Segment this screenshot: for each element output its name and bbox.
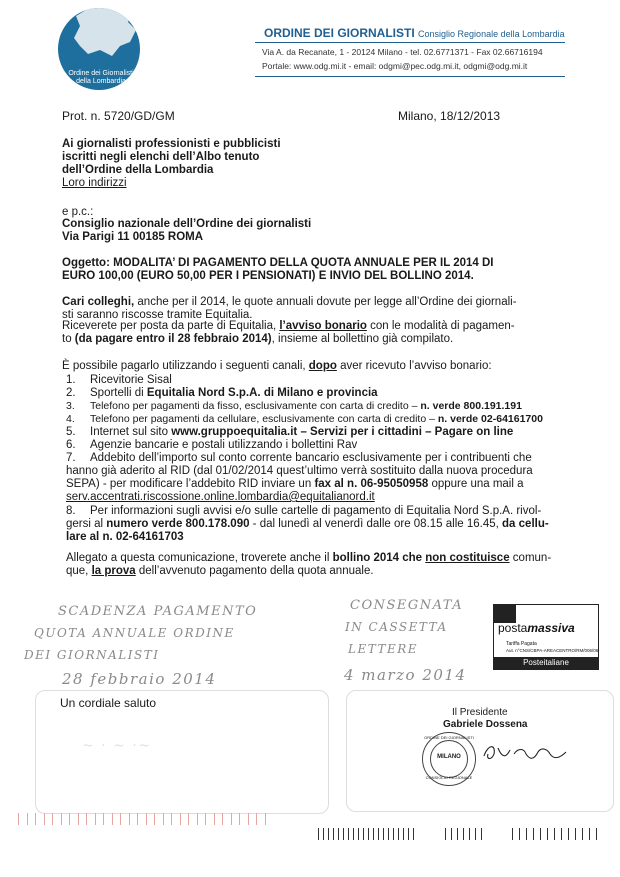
- faint-scribble: ~ · ~ ·~: [82, 738, 152, 754]
- poste-italiane-logo: Posteitaliane: [494, 657, 598, 669]
- org-subtitle: Consiglio Regionale della Lombardia: [418, 29, 565, 39]
- handwriting-left-3: DEI GIORNALISTI: [24, 648, 160, 662]
- recipient-line-2: iscritti negli elenchi dell’Albo tenuto: [62, 151, 260, 163]
- list-item: 5. Internet sul sito www.gruppoequitalia.it – Servizi per i cittadini – Pagare on line: [66, 426, 514, 438]
- handwriting-left-1: SCADENZA PAGAMENTO: [58, 604, 258, 619]
- cc-line-2: Via Parigi 11 00185 ROMA: [62, 231, 204, 243]
- handwriting-right-2: IN CASSETTA: [345, 620, 448, 634]
- logo-text: Ordine dei Giornalisti della Lombardia: [68, 70, 134, 85]
- subject-line-2: EURO 100,00 (EURO 50,00 PER I PENSIONATI) E INVIO DEL BOLLINO 2014.: [62, 270, 474, 282]
- handwriting-left-4: 28 febbraio 2014: [62, 670, 217, 688]
- handwriting-right-4: 4 marzo 2014: [344, 666, 467, 684]
- list-item-cont: SEPA) - per modificare l’addebito RID inviare un fax al n. 06-95050958 oppure una mail a: [66, 478, 524, 490]
- cc-label: e p.c.:: [62, 206, 94, 218]
- sign-title: Il Presidente: [452, 707, 508, 718]
- list-item: 7. Addebito dell’importo sul conto corrente bancario esclusivamente per i contribuenti che: [66, 452, 532, 464]
- postage-tariff: Tariffa Pagata: [506, 641, 537, 647]
- signature: [480, 738, 570, 768]
- list-item: 1. Ricevitorie Sisal: [66, 374, 172, 386]
- list-item: 2. Sportelli di Equitalia Nord S.p.A. di Milano e provincia: [66, 387, 378, 399]
- equitalia-email-link[interactable]: serv.accentrati.riscossione.online.lombardia@equitalianord.it: [66, 491, 375, 503]
- stamp-top-text: ORDINE DEI GIORNALISTI: [424, 735, 474, 740]
- org-portal: Portale: www.odg.mi.it - email: odgmi@pec.odg.mi.it, odgmi@odg.mi.it: [262, 61, 528, 71]
- handwriting-left-2: QUOTA ANNUALE ORDINE: [34, 626, 235, 640]
- handwriting-right-1: CONSEGNATA: [350, 598, 464, 613]
- letter-date: Milano, 18/12/2013: [398, 109, 501, 123]
- paragraph-1: Cari colleghi, anche per il 2014, le quote annuali dovute per legge all’Ordine dei giornali- sti saranno riscosse tramite Equitalia.: [62, 296, 517, 321]
- postage-auth: Aut. n°CNS/CBPA-AREACENTRO/RM/006/06: [506, 648, 599, 653]
- list-item: 6. Agenzie bancarie e postali utilizzando i bollettini Rav: [66, 439, 358, 451]
- cc-line-1: Consiglio nazionale dell’Ordine dei giornalisti: [62, 218, 312, 230]
- recipient-address: Loro indirizzi: [62, 177, 127, 189]
- lombardy-map-icon: [66, 8, 140, 64]
- sign-name: Gabriele Dossena: [443, 719, 528, 730]
- protocol-number: Prot. n. 5720/GD/GM: [62, 109, 175, 123]
- closing-greeting: Un cordiale saluto: [60, 696, 157, 710]
- header-divider: [255, 42, 565, 43]
- postal-marks-top: [18, 813, 268, 825]
- paragraph-2: Riceverete per posta da parte di Equitalia, l’avviso bonario con le modalità di pagamen- to (da pagare entro il 28 febbraio 2014), insieme al bollettino già compilato.: [62, 320, 515, 345]
- postal-barcode-right: [512, 828, 600, 840]
- official-stamp: [422, 732, 476, 786]
- handwriting-right-3: LETTERE: [348, 642, 419, 656]
- list-item: 8. Per informazioni sugli avvisi e/o sulle cartelle di pagamento di Equitalia Nord S.p.A. rivol-: [66, 505, 542, 517]
- logo: [58, 8, 140, 90]
- postage-box: [493, 604, 599, 670]
- stamp-city: MILANO: [437, 754, 461, 760]
- header-divider-bottom: [255, 76, 565, 77]
- list-item-cont: hanno già aderito al RID (dal 01/02/2014 quest’ultimo verrà sostituito dalla nuova procedura: [66, 465, 533, 477]
- postage-brand: postamassiva: [498, 621, 575, 635]
- list-item-cont: gersi al numero verde 800.178.090 - dal lunedì al venerdì dalle ore 08.15 alle 16.45, da cellu-: [66, 518, 549, 530]
- list-item: 4. Telefono per pagamenti da cellulare, esclusivamente con carta di credito – n. verde 02-64161700: [66, 413, 543, 425]
- recipient-line-1: Ai giornalisti professionisti e pubblicisti: [62, 138, 281, 150]
- recipient-line-3: dell’Ordine della Lombardia: [62, 164, 214, 176]
- stamp-bottom-text: CONSIGLIO REGIONALE: [425, 775, 473, 780]
- list-item: 3. Telefono per pagamenti da fisso, esclusivamente con carta di credito – n. verde 800.191.191: [66, 400, 522, 412]
- subject-line-1: Oggetto: MODALITA’ DI PAGAMENTO DELLA QUOTA ANNUALE PER IL 2014 DI: [62, 257, 494, 269]
- paragraph-3: È possibile pagarlo utilizzando i seguenti canali, dopo aver ricevuto l’avviso bonario:: [62, 360, 492, 372]
- postal-barcode-mid: [445, 828, 485, 840]
- org-address: Via A. da Recanate, 1 - 20124 Milano - tel. 02.6771371 - Fax 02.66716194: [262, 47, 543, 57]
- postal-barcode-left: [318, 828, 418, 840]
- org-title: ORDINE DEI GIORNALISTI Consiglio Regionale della Lombardia: [264, 26, 565, 40]
- paragraph-4: Allegato a questa comunicazione, troverete anche il bollino 2014 che non costituisce comun- que, la prova dell’avvenuto pagamento della quota annuale.: [66, 552, 552, 577]
- list-item-cont: lare al n. 02-64161703: [66, 531, 184, 543]
